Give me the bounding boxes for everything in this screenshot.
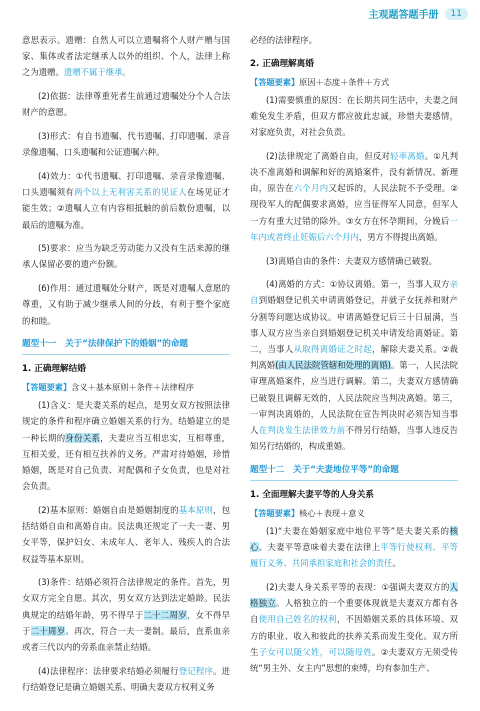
right-column: [250, 32, 458, 684]
subheading: 2. 正确理解离婚: [250, 58, 314, 69]
paragraph: (3)形式：有自书遗嘱、代书遗嘱、打印遗嘱、录音录像遗嘱、口头遗嘱和公证遗嘱六种。: [22, 131, 230, 158]
paragraph: (3)离婚自由的条件：夫妻双方感情确已破裂。: [265, 255, 437, 266]
left-column: [22, 32, 230, 703]
paragraph: 意思表示。遗赠：自然人可以立遗嘱将个人财产赠与国家、集体或者法定继承人以外的组织、个人，法律上称之为遗赠。遗赠不属于继承。: [22, 35, 230, 78]
paragraph: (2)夫妻人身关系平等的表现：①强调夫妻双方的人格独立。人格独立的一个重要体现就是夫妻双方都有各自使用自己姓名的权利，不因婚姻关系的具体环境、双方的职业、收入和彼此的扶养关系而发生变化。双方所生子女可以随父姓，可以随母姓。②夫妻双方无须受传统“男主外、女主内”思想的束缚，均有参加生产、: [250, 582, 459, 674]
paragraph: (3)条件：结婚必须符合法律规定的条件。首先，男女双方完全自愿。其次，男女双方达到法定婚龄。民法典规定的结婚年龄，男不得早于二十二周岁，女不得早于二十周岁。再次，符合一夫一妻制。最后，直系血亲或者三代以内的旁系血亲禁止结婚。: [22, 577, 231, 653]
paragraph: (6)作用：通过遗嘱处分财产，既是对遗嘱人意愿的尊重，又有助于减少继承人间的分歧，有利于整个家庭的和睦。: [22, 283, 230, 326]
answer-elements: 【 答题要素 】 含义＋基本原则＋条件＋法律程序: [22, 379, 230, 395]
paragraph: (2)基本原则：婚姻自由是婚姻制度的基本原则，包括结婚自由和离婚自由。民法典还规定了一夫一妻、男女平等，保护妇女、未成年人、老年人、残疾人的合法权益等基本原则。: [22, 504, 231, 564]
paragraph: (2)法律规定了离婚自由，但反对轻率离婚。①凡判决不准离婚和调解和好的离婚案件，没有新情况、新理由，原告在六个月内又起诉的，人民法院不予受理。②现役军人的配偶要求离婚，应当征得军人同意，但军人一方有重大过错的除外。③女方在怀孕期间，分娩后一年内或者终止妊娠后六个月内，男方不得提出离婚。: [250, 150, 459, 242]
paragraph: (4)效力：①代书遗嘱、打印遗嘱、录音录像遗嘱、口头遗嘱须有两个以上无利害关系的见证人在场见证才能生效；②遗嘱人立有内容相抵触的前后数份遗嘱，以最后的遗嘱为准。: [22, 170, 231, 230]
page-number: 11: [445, 8, 468, 20]
paragraph: 必经的法律程序。: [250, 35, 317, 45]
subheading: 1. 全面理解夫妻平等的人身关系: [250, 489, 374, 500]
paragraph: (2)依据：法律尊重死者生前通过遗嘱处分个人合法财产的意愿。: [22, 91, 230, 118]
paragraph: (1)“夫妻在婚姻家庭中地位平等”是夫妻关系的核心。夫妻平等意味着夫妻在法律上平等行使权利、平等履行义务、共同承担家庭和社会的责任。: [250, 525, 459, 569]
book-title: 主观题答题手册: [368, 10, 439, 21]
section-heading: 题型十二 关于“夫妻地位平等”的命题: [250, 462, 458, 481]
section-heading: 题型十一 关于“法律保护下的婚姻”的命题: [22, 336, 230, 355]
answer-elements: 【 答题要素 】 原因＋态度＋条件＋方式: [250, 74, 458, 90]
paragraph: (1)含义：是夫妻关系的起点，是男女双方按照法律规定的条件和程序确立婚姻关系的行为。结婚建立的是一种长期的身份关系，夫妻应当互相忠实，互相尊重，互相关爱，还有相互扶养的义务。严肃对待婚姻，珍惜婚姻，既是对自己负责、对配偶和子女负责，也是对社会负责。: [22, 400, 231, 492]
paragraph: (4)法律程序：法律要求结婚必须履行登记程序。进行结婚登记是确立婚姻关系、明确夫妻双方权利义务: [22, 665, 231, 692]
answer-elements: 【 答题要素 】 核心＋表现＋意义: [250, 505, 458, 521]
subheading: 1. 正确理解结婚: [22, 364, 86, 375]
page-header: [369, 6, 468, 21]
paragraph: (1)需要慎重的原因：在长期共同生活中，夫妻之间难免发生矛盾，但双方都应彼此忠诚，珍惜夫妻感情，对家庭负责，对社会负责。: [250, 94, 458, 138]
paragraph: (4)离婚的方式：①协议离婚。第一，当事人双方亲自到婚姻登记机关申请离婚登记，并就子女抚养和财产分割等问题达成协议。申请离婚登记后三十日届满，当事人双方应当亲自到婚姻登记机关申请发给离婚证。第二，当事人从取得离婚证之时起，解除夫妻关系。②裁判离婚(由人民法院管辖和处理的离婚)。第一，人民法院审理离婚案件，应当进行调解。第二，夫妻双方感情确已破裂且调解无效的，人民法院应当判决离婚。第三，一审判决离婚的，人民法院在宣告判决时必须告知当事人在判决发生法律效力前不得另行结婚，当事人违反告知另行结婚的，构成重婚。: [250, 279, 459, 452]
paragraph: (5)要求：应当为缺乏劳动能力又没有生活来源的继承人保留必要的遗产份额。: [22, 243, 230, 270]
